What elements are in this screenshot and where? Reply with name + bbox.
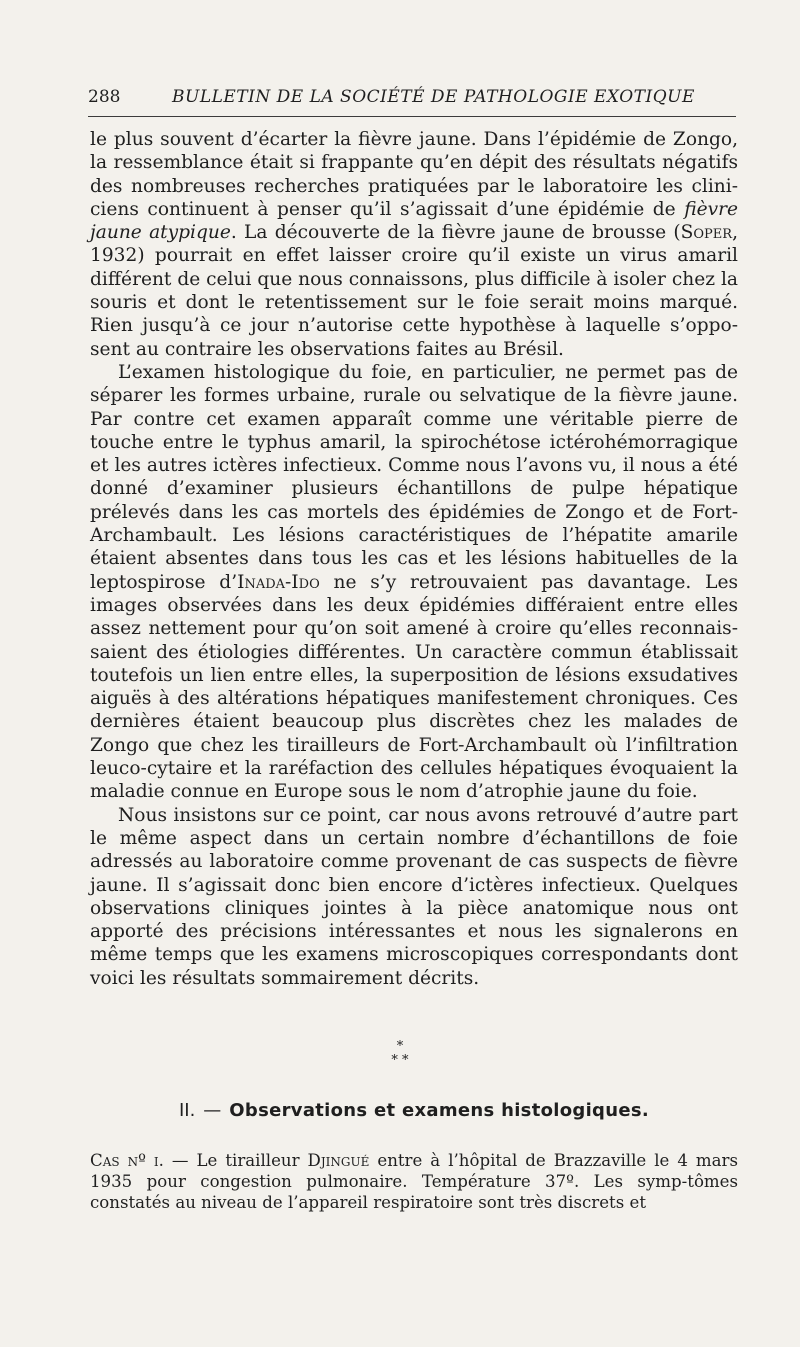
case-paragraph [90, 1150, 738, 1213]
section-heading [90, 1098, 738, 1124]
case-dash: — [163, 1151, 197, 1170]
paragraph-1 [90, 128, 738, 361]
asterism-separator [0, 1040, 800, 1068]
italic-term: fièvre jaune atypique [90, 198, 738, 244]
section-number: II. [178, 1100, 196, 1121]
journal-title: BULLETIN DE LA SOCIÉTÉ DE PATHOLOGIE EXOTIQUE [172, 87, 695, 107]
running-head [88, 86, 738, 108]
paragraph-1-part-b: . La découverte de la fièvre jaune de brousse ( [230, 222, 681, 244]
section-title: Observations et examens histologiques. [229, 1100, 650, 1121]
author-citation: Soper [680, 222, 733, 244]
asterism-bottom: * * [391, 1053, 409, 1068]
paragraph-3: Nous insistons sur ce point, car nous avons retrouvé d’autre part le même aspect dans un certain nombre d’échantillons de foie adressés au laboratoire comme provenant de cas suspects de fièvre jaune. Il s’agissait donc bien encore d’ictères infectieux. Quelques observations cliniques jointes à la pièce anatomique nous ont apporté des précisions intéressantes et nous les signalerons en même temps que les examens microscopiques correspondants dont voici les résultats sommairement décrits. [90, 804, 738, 989]
case-label: Cas nº i. [90, 1151, 164, 1170]
asterism-top: * [396, 1039, 404, 1054]
paragraph-2-part-b: ne s’y retrouvaient pas davantage. Les images observées dans les deux épidémies différaient entre elles assez nettement pour qu’on soit amené à croire qu’elles reconnais-saient des étiologies différentes. Un caractère commun établissait toutefois un lien entre elles, la superposition de lésions exsudatives aiguës à des altérations hépatiques manifestement chroniques. Ces dernières étaient beaucoup plus discrètes chez les malades de Zongo que chez les tirailleurs de Fort-Archambault où l’infiltration leuco-cytaire et la raréfaction des cellules hépatiques évoquaient la maladie connue en Europe sous le nom d’atrophie jaune du foie. [90, 571, 738, 803]
case-report [90, 1150, 738, 1213]
paragraph-1-part-c: , 1932) pourrait en effet laisser croire qu’il existe un virus amaril différent de celui que nous connaissons, plus difficile à isoler chez la souris et dont le retentissement sur le foie serait moins marqué. Rien jusqu’à ce jour n’autorise cette hypothèse à laquelle s’oppo-sent au contraire les observations faites au Brésil. [90, 222, 738, 360]
page-number: 288 [88, 87, 121, 107]
paragraph-1-part-a: le plus souvent d’écarter la fièvre jaune. Dans l’épidémie de Zongo, la ressemblance était si frappante qu’en dépit des résultats négatifs des nombreuses recherches pratiquées par le laboratoire les clini-ciens continuent à penser qu’il s’agissait d’une épidémie de [90, 129, 738, 220]
case-text-a: Le tirailleur [196, 1151, 308, 1170]
header-rule [88, 116, 736, 117]
main-text [90, 128, 738, 990]
section-dash: — [203, 1100, 222, 1121]
case-text-b: entre à l’hôpital de Brazzaville le 4 mars 1935 pour congestion pulmonaire. Température 37º. Les symp-tômes constatés au niveau de l’appareil respiratoire sont très discrets et [90, 1151, 738, 1212]
paragraph-2-part-a: L’examen histologique du foie, en particulier, ne permet pas de séparer les formes urbaine, rurale ou selvatique de la fièvre jaune. Par contre cet examen apparaît comme une véritable pierre de touche entre le typhus amaril, la spirochétose ictérohémorragique et les autres ictères infectieux. Comme nous l’avons vu, il nous a été donné d’examiner plusieurs échantillons de pulpe hépatique prélevés dans les cas mortels des épidémies de Zongo et de Fort-Archambault. Les lésions caractéristiques de l’hépatite amarile étaient absentes dans tous les cas et les lésions habituelles de la leptospirose d’ [90, 361, 738, 593]
patient-name: Djingué [307, 1151, 370, 1170]
paragraph-2 [90, 361, 738, 804]
author-citation: Inada-Ido [237, 571, 320, 593]
